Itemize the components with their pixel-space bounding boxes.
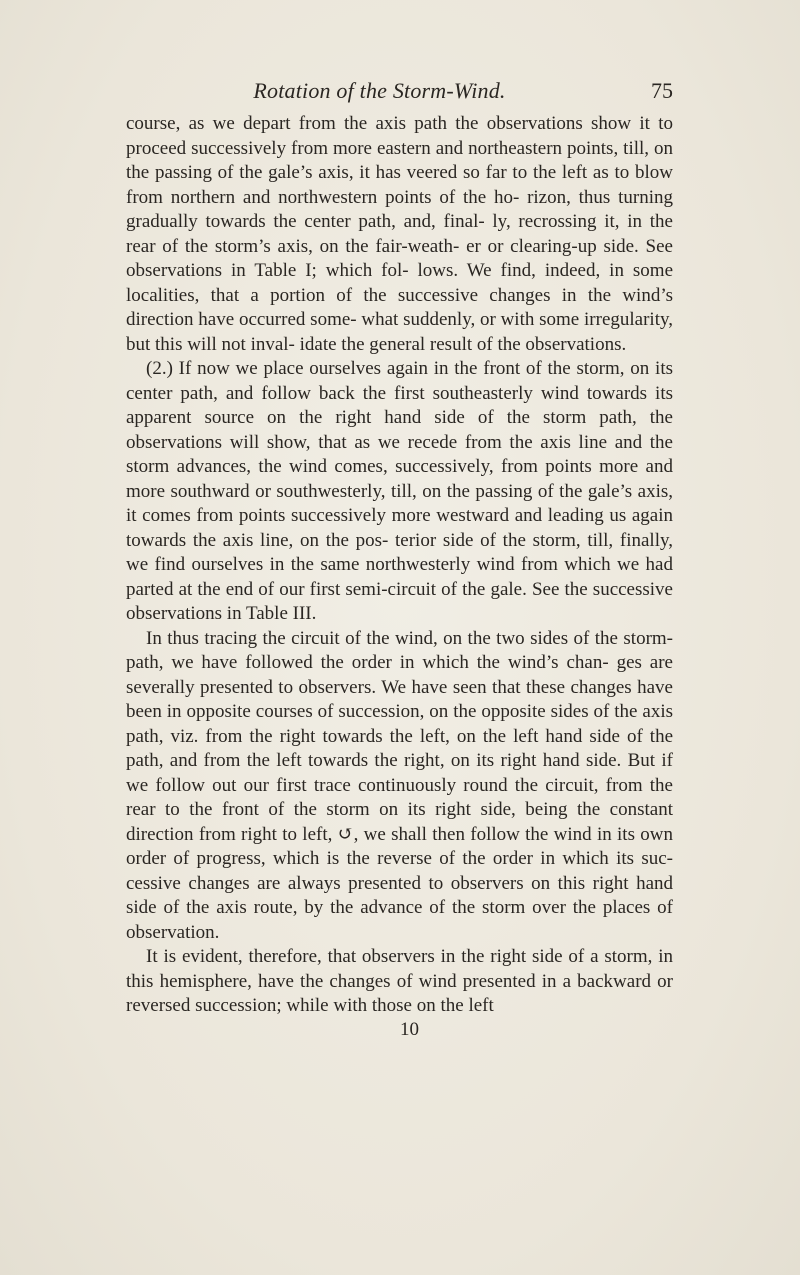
paragraph-4: It is evident, therefore, that observers in the right side of a storm, in this hemisphere, have the changes of wind presented in a backward or reversed succession; while with those on the left	[126, 946, 673, 1016]
paragraph-2: (2.) If now we place ourselves again in the front of the storm, on its center path, and follow back the first southeasterly wind towards its apparent source on the right hand side of the storm path, the observations will show, that as we recede from the axis line and the storm advances, the wind comes, successively, from points more and more southward or southwesterly, till, on the passing of the gale’s axis, it comes from points successively more westward and leading us again towards the axis line, on the pos- terior side of the storm, till, finally, we find ourselves in the same northwesterly wind from which we had parted at the end of our first semi-circuit of the gale. See the successive observations in Table III.	[126, 358, 673, 624]
running-title: Rotation of the Storm-Wind.	[253, 78, 506, 103]
signature-mark: 10	[400, 1018, 419, 1040]
paragraph-3: In thus tracing the circuit of the wind, on the two sides of the storm-path, we have followed the order in which the wind’s chan- ges are severally presented to observers. We have seen that these changes have been in opposite courses of succession, on the opposite sides of the axis path, viz. from the right towards the left, on the left hand side of the path, and from the left towards the right, on its right hand side. But if we follow out our first trace continuously round the circuit, from the rear to the front of the storm on its right side, being the constant direction from right to left, ↺, we shall then follow the wind in its own order of progress, which is the reverse of the order in which its suc- cessive changes are always presented to observers on this right hand side of the axis route, by the advance of the storm over the places of observation.	[126, 627, 673, 943]
page-header	[126, 78, 673, 108]
body-text	[126, 112, 673, 1019]
page-number: 75	[651, 78, 673, 103]
paragraph-1: course, as we depart from the axis path the observations show it to proceed successively from more eastern and northeastern points, till, on the passing of the gale’s axis, it has veered so far to the left as to blow from northern and northwestern points of the ho- rizon, thus turning gradually towards the center path, and, final- ly, recrossing it, in the rear of the storm’s axis, on the fair-weath- er or clearing-up side. See observations in Table I; which fol- lows. We find, indeed, in some localities, that a portion of the successive changes in the wind’s direction have occurred some- what suddenly, or with some irregularity, but this will not inval- idate the general result of the observations.	[126, 113, 673, 355]
